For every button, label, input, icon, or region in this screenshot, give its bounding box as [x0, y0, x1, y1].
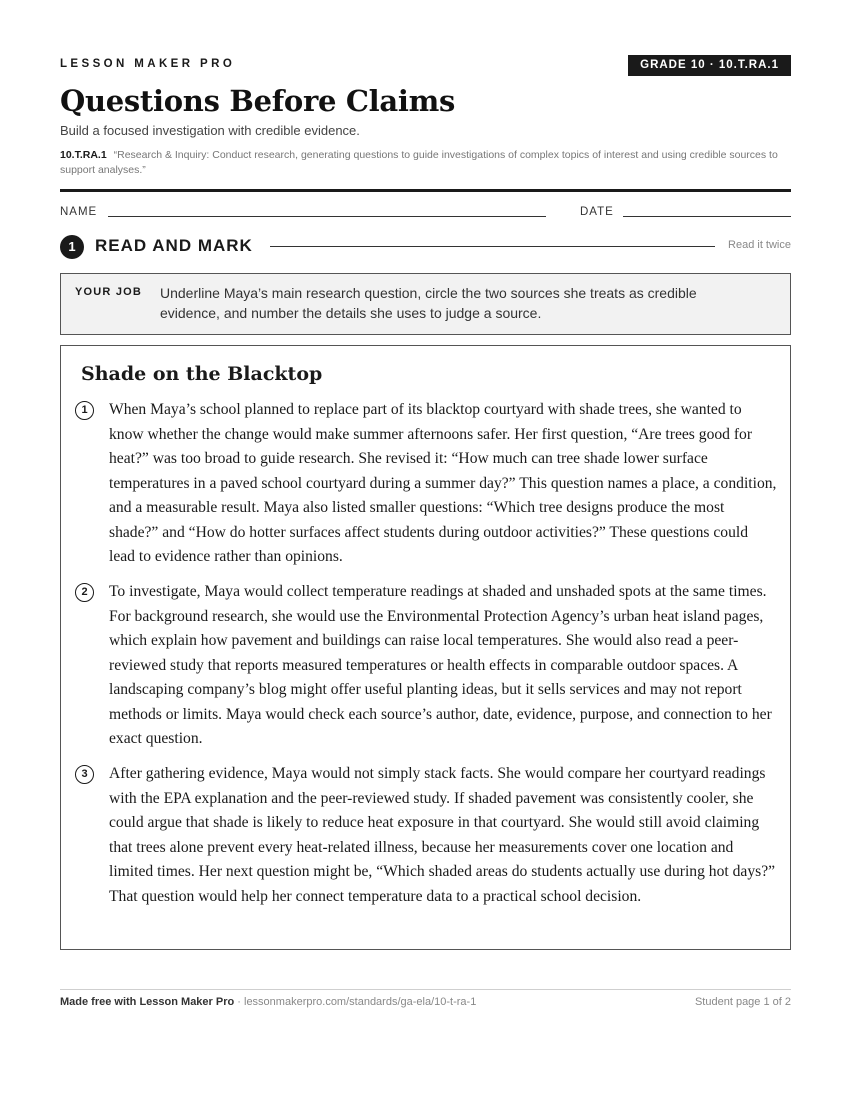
page-indicator: Student page 1 of 2 [694, 996, 791, 1008]
paragraph-text: After gathering evidence, Maya would not simply stack facts. She would compare her courtyard readings with the EPA explanation and the peer-reviewed study. If shaded pavement was consistently cooler, she could argue that shade is likely to reduce heat exposure in that courtyard. She would still avoid claiming that trees alone prevent every heat-related illness, because her measurements cover one location and limited times. Her next question might be, “Which shaded areas do students actually use during hot days?” That question would help her connect temperature data to a practical school decision. [109, 765, 776, 905]
paragraph-text: When Maya’s school planned to replace part of its blacktop courtyard with shade trees, she wanted to know whether the change would make summer afternoons safer. Her first question, “Are trees good for heat?” was too broad to guide research. She revised it: “How much can tree shade lower surface temperatures in a paved school courtyard during a summer day?” This question names a place, a condition, and a measurable result. Maya also listed smaller questions: “Which tree designs produce the most shade?” and “How do hotter surfaces affect students during outdoor activities?” These questions could lead to evidence rather than opinions. [109, 401, 777, 565]
date-label: DATE [580, 206, 614, 218]
grade-badge: GRADE 10 · 10.T.RA.1 [628, 55, 791, 76]
passage-title: Shade on the Blacktop [81, 363, 323, 385]
footer-url[interactable]: lessonmakerpro.com/standards/ga-ela/10-t-ra-1 [244, 996, 477, 1008]
paragraph-number: 1 [75, 401, 94, 420]
footer-divider [60, 989, 791, 990]
page-subtitle: Build a focused investigation with credible evidence. [60, 123, 360, 138]
standard-code: 10.T.RA.1 [60, 149, 107, 161]
footer-made-with: Made free with Lesson Maker Pro [60, 996, 235, 1008]
your-job-box [60, 273, 791, 335]
page-title: Questions Before Claims [60, 84, 456, 118]
section-divider [270, 246, 715, 247]
your-job-label: YOUR JOB [75, 286, 143, 298]
section-header [60, 235, 791, 259]
standard-statement [60, 148, 791, 178]
step-number-badge: 1 [60, 235, 84, 259]
reading-passage [60, 345, 791, 950]
footer-credit [60, 996, 476, 1008]
section-note: Read it twice [728, 239, 791, 251]
name-label: NAME [60, 206, 98, 218]
name-field[interactable] [108, 216, 546, 217]
paragraph-text: To investigate, Maya would collect temperature readings at shaded and unshaded spots at the same times. For background research, she would use the Environmental Protection Agency’s urban heat island pages, which explain how pavement and buildings can raise local temperatures. She would also read a peer-reviewed study that reports measured temperatures or health effects in comparable outdoor spaces. A landscaping company’s blog might offer useful planting ideas, but it sells services and may not report methods or limits. Maya would check each source’s author, date, evidence, purpose, and connection to her exact question. [109, 583, 772, 747]
brand-name: LESSON MAKER PRO [60, 58, 236, 70]
standard-text: “Research & Inquiry: Conduct research, generating questions to guide investigations of complex topics of interest and using credible sources to support analyses.” [60, 149, 778, 176]
date-field[interactable] [623, 216, 791, 217]
footer-separator: · [234, 996, 244, 1008]
paragraph-number: 3 [75, 765, 94, 784]
section-title: READ AND MARK [95, 236, 253, 255]
student-fields [60, 206, 791, 222]
header-divider [60, 189, 791, 192]
your-job-text: Underline Maya’s main research question, circle the two sources she treats as credible evidence, and number the details she uses to judge a source. [160, 285, 697, 321]
paragraph-number: 2 [75, 583, 94, 602]
header [60, 55, 791, 79]
